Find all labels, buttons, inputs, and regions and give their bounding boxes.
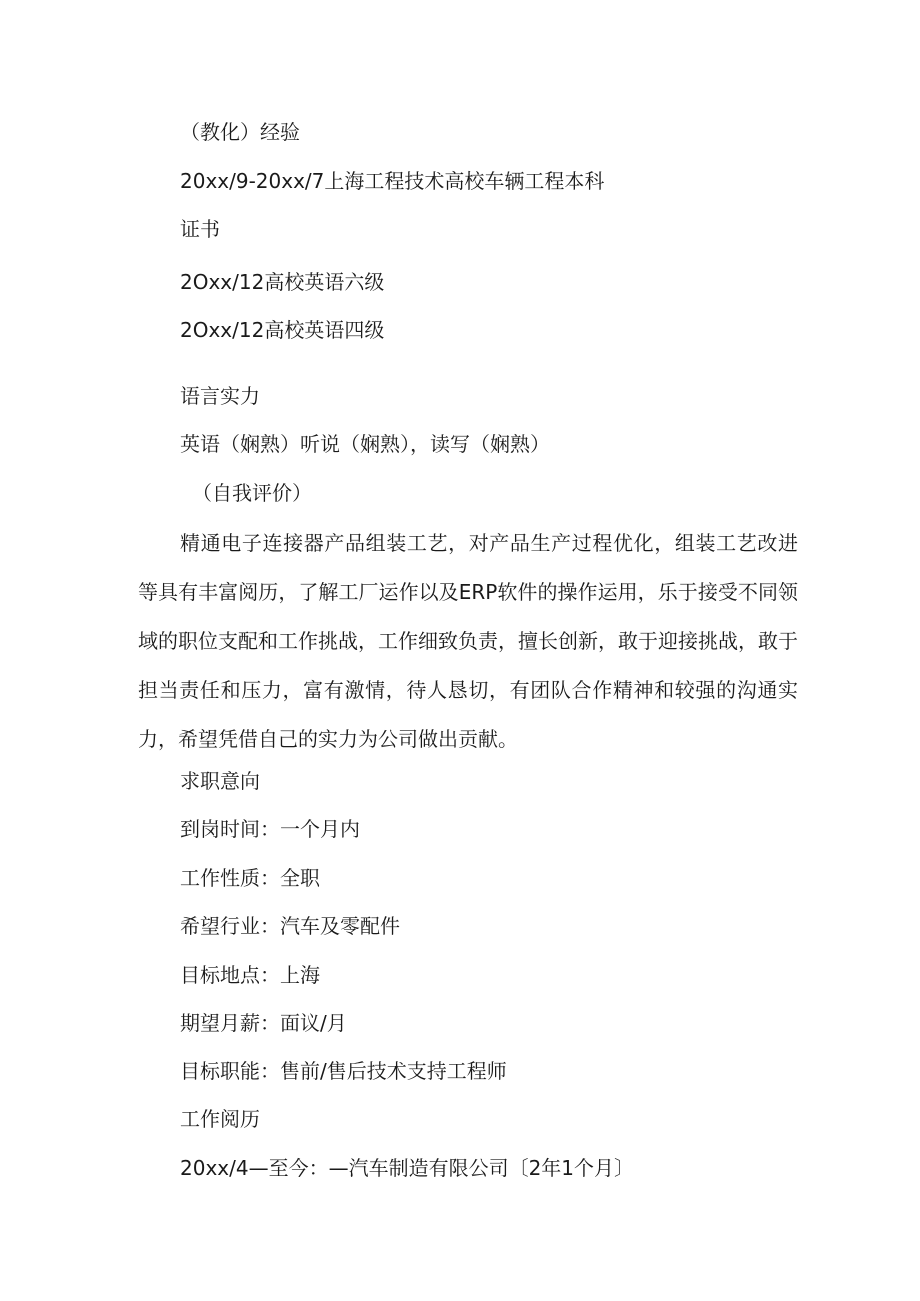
- job-intention-item: 期望月薪：面议/月: [180, 1011, 347, 1035]
- work-history-entry: 20xx/4—至今：—汽车制造有限公司〔2年1个月〕: [180, 1156, 635, 1180]
- self-evaluation-text: 精通电子连接器产品组装工艺，对产品生产过程优化，组装工艺改进等具有丰富阅历，了解工厂运作以及ERP软件的操作运用，乐于接受不同领域的职位支配和工作挑战，工作细致负责，擅长创新，敢于迎接挑战，敢于担当责任和压力，富有激情，待人恳切，有团队合作精神和较强的沟通实力，希望凭借自己的实力为公司做出贡献。: [138, 531, 798, 751]
- job-intention-item: 目标地点：上海: [180, 963, 320, 987]
- work-history-heading: 工作阅历: [180, 1107, 260, 1131]
- certificates-heading: 证书: [180, 217, 220, 241]
- certificate-item: 2Oxx/12高校英语六级: [180, 270, 385, 294]
- job-intention-item: 目标职能：售前/售后技术支持工程师: [180, 1059, 507, 1083]
- education-heading: （教化）经验: [180, 120, 300, 144]
- language-detail: 英语（娴熟）听说（娴熟），读写（娴熟）: [180, 432, 550, 456]
- job-intention-item: 到岗时间：一个月内: [180, 817, 360, 841]
- education-entry: 20xx/9-20xx/7上海工程技术高校车辆工程本科: [180, 169, 605, 193]
- self-evaluation-heading: （自我评价）: [192, 481, 312, 505]
- job-intention-item: 希望行业：汽车及零配件: [180, 914, 400, 938]
- certificate-item: 2Oxx/12高校英语四级: [180, 318, 385, 342]
- job-intention-heading: 求职意向: [180, 769, 260, 793]
- job-intention-item: 工作性质：全职: [180, 866, 320, 890]
- language-heading: 语言实力: [180, 384, 260, 408]
